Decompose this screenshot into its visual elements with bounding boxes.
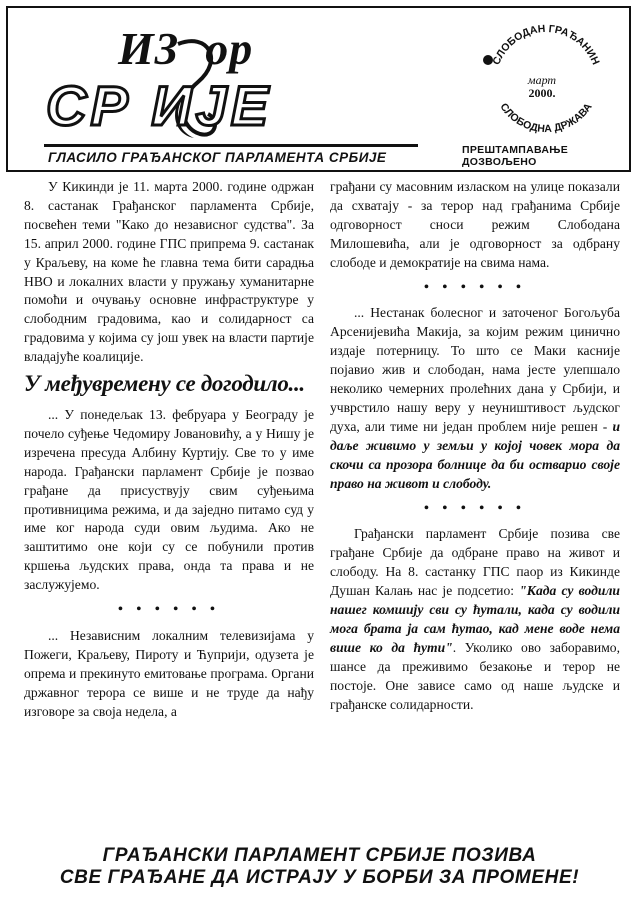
- masthead-rule: [44, 144, 418, 147]
- intro-paragraph: У Кикинди је 11. марта 2000. године одржан 8. састанак Грађанског парламента Србије, посвећен теми "Како до независног судства". За 15. април 2000. године ГПС припрема 9. састанак у Краљеву, на коме ће главна тема бити сарадња НВО и локалних власти у пружању хуманитарне помоћи и очувању основне инфраструктуре у слободним градовима, као и солидарност са градовима у којима су још увек на власти партије владајуће коалиције.: [24, 179, 314, 365]
- separator: • • • • • •: [118, 602, 220, 618]
- left-column: [24, 178, 314, 721]
- footer-slogan: [0, 845, 639, 889]
- svg-text:СЛОБОДАН ГРАЂАНИН: [490, 23, 601, 67]
- separator: • • • • • •: [424, 279, 526, 295]
- masthead: [6, 6, 631, 172]
- issue-date: [512, 74, 572, 100]
- reprint-note: ПРЕШТАМПАВАЊЕ ДОЗВОЉЕНО: [462, 144, 569, 168]
- separator: • • • • • •: [424, 500, 526, 516]
- seal-top-text: СЛОБОДАН ГРАЂАНИН: [490, 22, 602, 67]
- television-paragraph: ... Независним локалним телевизијама у Пожеги, Краљеву, Пироту и Ћуприји, одузета је опрема и прекинуто емитовање програма. Органи државног терора се више и не труде да нађу изговоре за своја недела, а: [24, 627, 314, 719]
- appeal-paragraph: Грађански парламент Србије позива све грађане Србије да одбране право на живот и слободу. На 8. састанку ГПС паор из Кикинде Душан Калањ нас је подсетио: "Када су водили нашег комшију сви су ћутали, када су водили мога брата ја сам ћутао, кад мене воде нема више ко да ћути". Уколико ово заборавимо, шансе да преживимо безакоње и терор не постоје. Оне зависе само од наше људске и грађанске солидарности.: [330, 526, 621, 712]
- issue-month: март: [527, 73, 557, 87]
- quote: "Када су водили нашег комшију сви су ћутали, када су водили мога брата ја сам ћутао, кад мене воде нема више ко да ћути": [330, 583, 620, 655]
- trial-paragraph: ... У понедељак 13. фебруара у Београду је почело суђење Чедомиру Јовановићу, а у Нишу је изречена пресуда Албину Куртију. Све то у име народа. Грађански парламент Србије је позвао грађане да присуствују свим суђењима противницима режима, и да заједно питамо суд у име ког народа суди овим људима. Ако не заштитимо оне који су се побунили против кршења људских права, онда та права и не заслужујемо.: [24, 406, 314, 593]
- right-column: [330, 178, 620, 714]
- issue-year: 2000.: [528, 86, 556, 100]
- maki-emphasis: и даље живимо у земљи у којој човек мора да скочи са прозора болнице да би остварио своје право на живот и слободу.: [330, 418, 620, 491]
- logo-main-word: СР ИЈЕ: [46, 74, 273, 137]
- masthead-subtitle: ГЛАСИЛО ГРАЂАНСКОГ ПАРЛАМЕНТА СРБИЈЕ: [48, 150, 387, 165]
- footer-line-1: ГРАЂАНСКИ ПАРЛАМЕНТ СРБИЈЕ ПОЗИВА: [102, 845, 537, 866]
- continuation-paragraph: грађани су масовним изласком на улице показали да схватају - за терор над грађанима Србије одговорност сноси режим Слободана Милошевића, али је одговорност за одбрану слободе и демократије на свима нама.: [330, 179, 620, 270]
- maki-paragraph: ... Нестанак болесног и заточеног Богољуба Арсенијевића Макија, за којим режим цинично издаје потерницу. То што се Маки касније појавио жив и слободан, нама јесте улепшало неколико чемерних пролећних дана у Србији, и учврстило нашу веру у неуништивост људског духа, али тиме ни један проблем није решен - и даље живимо у земљи у којој човек мора да скочи са прозора болнице да би остварио своје право на живот и слободу.: [330, 305, 620, 491]
- svg-text:СЛОБОДНА ДРЖАВА: [497, 101, 594, 135]
- logo-top-word: ИЗ ор: [118, 23, 254, 74]
- seal-bottom-text: СЛОБОДНА ДРЖАВА: [497, 101, 595, 136]
- footer-line-2: СВЕ ГРАЂАНЕ ДА ИСТРАЈУ У БОРБИ ЗА ПРОМЕНЕ!: [59, 867, 580, 888]
- section-heading: У међувремену се догодило...: [24, 371, 305, 397]
